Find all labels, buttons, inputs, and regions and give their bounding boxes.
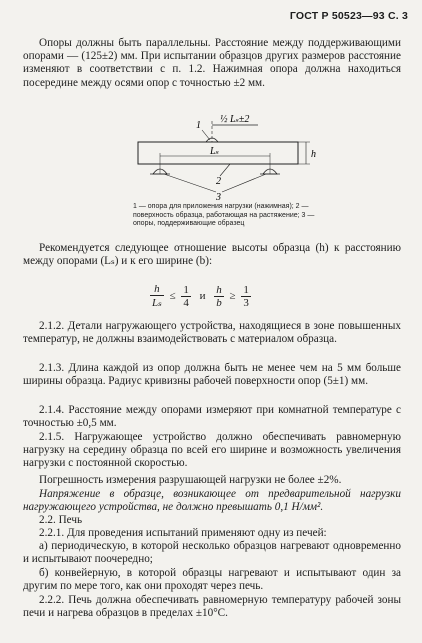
formula-num-2: 1 (183, 283, 189, 296)
formula-rel-2: ≥ (229, 290, 236, 302)
ratio-formula (150, 283, 251, 309)
section-2-2-heading: 2.2. Печь (39, 514, 83, 526)
formula-conj: и (199, 290, 206, 302)
figure-caption: 1 — опора для приложения нагрузки (нажимная); 2 — поверхность образца, работающая на растяжение; 3 — опоры, поддерживающие образец (133, 203, 315, 228)
recommendation-paragraph: Рекомендуется следующее отношение высоты образца (h) к расстоянию между опорами (Lₛ) и к его ширине (b): (23, 242, 401, 268)
paragraph-2-2-1: 2.2.1. Для проведения испытаний применяют одну из печей: (39, 527, 327, 539)
leader-line-3a (164, 174, 216, 192)
figure-label-span: Lₛ (210, 146, 219, 157)
intro-paragraph: Опоры должны быть параллельны. Расстояние между поддерживающими опорами — (125±2) мм. При испытании образцов других размеров расстояние изменяют в соответствии с п. 1.2. Нажимная опора должна находиться посередине между осями опор с точностью ±2 мм. (23, 37, 401, 89)
paragraph-2-2-1-a: а) периодическую, в которой несколько образцов нагревают одновременно и испытывают поочередно; (23, 540, 401, 566)
page-header: ГОСТ Р 50523—93 С. 3 (289, 10, 408, 22)
figure-label-half-span: ½ Lₛ±2 (220, 114, 250, 125)
paragraph-2-2-2: 2.2.2. Печь должна обеспечивать равномерную температуру рабочей зоны печи и нагрева образцов в пределах ±10°C. (23, 594, 401, 620)
leader-line-1 (202, 130, 210, 140)
paragraph-stress: Напряжение в образце, возникающее от предварительной нагрузки нагружающего устройства, не должно превышать 0,1 Н/мм². (23, 488, 401, 514)
formula-den-3: b (216, 296, 222, 309)
figure-label-2: 2 (216, 176, 221, 187)
figure-label-3: 3 (216, 192, 221, 203)
paragraph-2-1-3: 2.1.3. Длина каждой из опор должна быть не менее чем на 5 мм больше ширины образца. Радиус кривизны рабочей поверхности опор (5±1) мм. (23, 362, 401, 388)
paragraph-2-1-2: 2.1.2. Детали нагружающего устройства, находящиеся в зоне повышенных температур, не должны взаимодействовать с материалом образца. (23, 320, 401, 346)
paragraph-2-1-4: 2.1.4. Расстояние между опорами измеряют при комнатной температуре с точностью ±0,5 мм. (23, 404, 401, 430)
leader-line-2 (220, 164, 230, 176)
formula-den-2: 4 (183, 296, 189, 309)
figure-label-height: h (311, 149, 316, 160)
paragraph-2-2-1-b: б) конвейерную, в которой образцы нагревают и испытывают один за другим по мере того, как они проходят через печь. (23, 567, 401, 593)
paragraph-2-1-5: 2.1.5. Нагружающее устройство должно обеспечивать равномерную нагрузку на середину образца по всей его ширине и возможность увеличения нагрузки с постоянной скоростью. (23, 431, 401, 470)
formula-den-4: 3 (243, 296, 249, 309)
formula-num-4: 1 (243, 283, 249, 296)
paragraph-error: Погрешность измерения разрушающей нагрузки не более ±2%. (39, 474, 342, 486)
figure-label-1: 1 (196, 120, 201, 131)
leader-line-3b (222, 174, 266, 192)
formula-num-1: h (150, 283, 164, 296)
formula-rel-1: ≤ (169, 290, 176, 302)
formula-den-1: Lₛ (152, 297, 162, 309)
bending-test-figure (120, 112, 330, 204)
formula-num-3: h (216, 283, 222, 296)
